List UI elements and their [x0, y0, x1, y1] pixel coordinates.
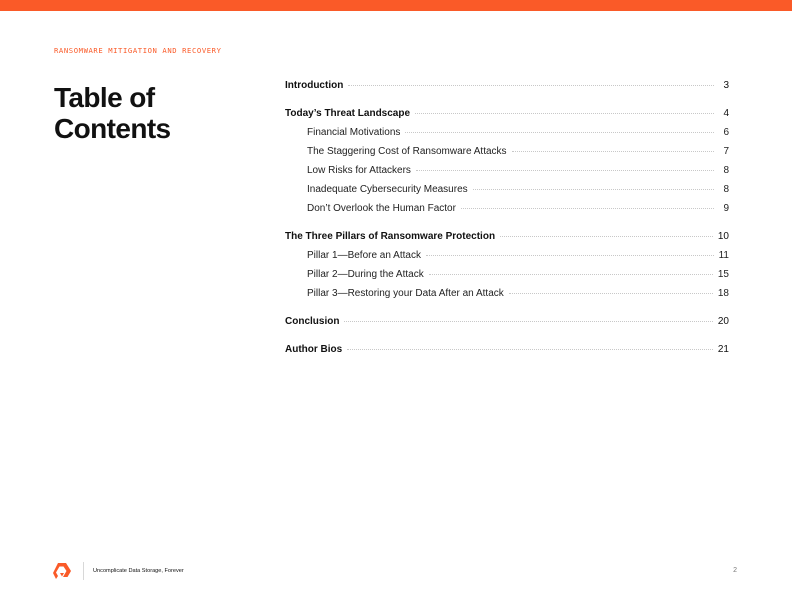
- toc-entry-page: 9: [723, 203, 729, 214]
- toc-entry-label: Introduction: [285, 80, 344, 91]
- toc-entry-label: Today’s Threat Landscape: [285, 108, 411, 119]
- toc-entry-label: Don’t Overlook the Human Factor: [307, 203, 456, 214]
- toc-entry-page: 8: [723, 165, 729, 176]
- toc-entry-label: Pillar 1—Before an Attack: [307, 250, 421, 261]
- dot-leader: [461, 208, 714, 209]
- toc-entry-page: 4: [723, 108, 729, 119]
- dot-leader: [426, 255, 714, 256]
- toc-entry-inadequate-measures[interactable]: [285, 184, 729, 203]
- toc-entry-page: 7: [723, 146, 729, 157]
- dot-leader: [473, 189, 714, 190]
- toc-entry-pillar-2[interactable]: [285, 269, 729, 288]
- toc-entry-pillar-1[interactable]: [285, 250, 729, 269]
- toc-entry-introduction[interactable]: [285, 80, 729, 99]
- toc-entry-page: 15: [717, 269, 729, 280]
- toc-entry-label: Inadequate Cybersecurity Measures: [307, 184, 468, 195]
- toc-entry-label: The Staggering Cost of Ransomware Attacks: [307, 146, 507, 157]
- dot-leader: [405, 132, 714, 133]
- dot-leader: [344, 321, 712, 322]
- toc-entry-label: Financial Motivations: [307, 127, 401, 138]
- dot-leader: [347, 349, 713, 350]
- toc-entry-financial-motivations[interactable]: [285, 127, 729, 146]
- dot-leader: [415, 113, 714, 114]
- dot-leader: [500, 236, 713, 237]
- toc-entry-label: The Three Pillars of Ransomware Protection: [285, 231, 496, 242]
- dot-leader: [512, 151, 714, 152]
- dot-leader: [509, 293, 713, 294]
- page-title: Table of Contents: [54, 82, 171, 144]
- section-eyebrow: RANSOMWARE MITIGATION AND RECOVERY: [54, 46, 222, 55]
- toc-entry-label: Pillar 2—During the Attack: [307, 269, 424, 280]
- toc-entry-conclusion[interactable]: [285, 316, 729, 335]
- table-of-contents: [285, 80, 729, 363]
- pure-storage-logo-icon: [52, 562, 72, 580]
- toc-entry-page: 21: [717, 344, 729, 355]
- footer-divider: [83, 562, 84, 580]
- toc-entry-threat-landscape[interactable]: [285, 108, 729, 127]
- toc-entry-page: 6: [723, 127, 729, 138]
- toc-entry-low-risks[interactable]: [285, 165, 729, 184]
- dot-leader: [348, 85, 714, 86]
- toc-entry-page: 20: [717, 316, 729, 327]
- toc-entry-author-bios[interactable]: [285, 344, 729, 363]
- toc-entry-page: 3: [723, 80, 729, 91]
- toc-entry-page: 10: [717, 231, 729, 242]
- toc-entry-human-factor[interactable]: [285, 203, 729, 222]
- footer-tagline: Uncomplicate Data Storage, Forever: [93, 568, 184, 574]
- toc-entry-staggering-cost[interactable]: [285, 146, 729, 165]
- page-number: 2: [733, 567, 737, 574]
- toc-entry-label: Author Bios: [285, 344, 343, 355]
- top-accent-bar: [0, 0, 792, 11]
- toc-entry-label: Low Risks for Attackers: [307, 165, 411, 176]
- toc-entry-label: Conclusion: [285, 316, 340, 327]
- toc-entry-pillar-3[interactable]: [285, 288, 729, 307]
- toc-entry-page: 11: [718, 250, 729, 261]
- dot-leader: [429, 274, 713, 275]
- toc-entry-three-pillars[interactable]: [285, 231, 729, 250]
- dot-leader: [416, 170, 714, 171]
- toc-entry-page: 8: [723, 184, 729, 195]
- toc-entry-page: 18: [717, 288, 729, 299]
- toc-entry-label: Pillar 3—Restoring your Data After an Attack: [307, 288, 504, 299]
